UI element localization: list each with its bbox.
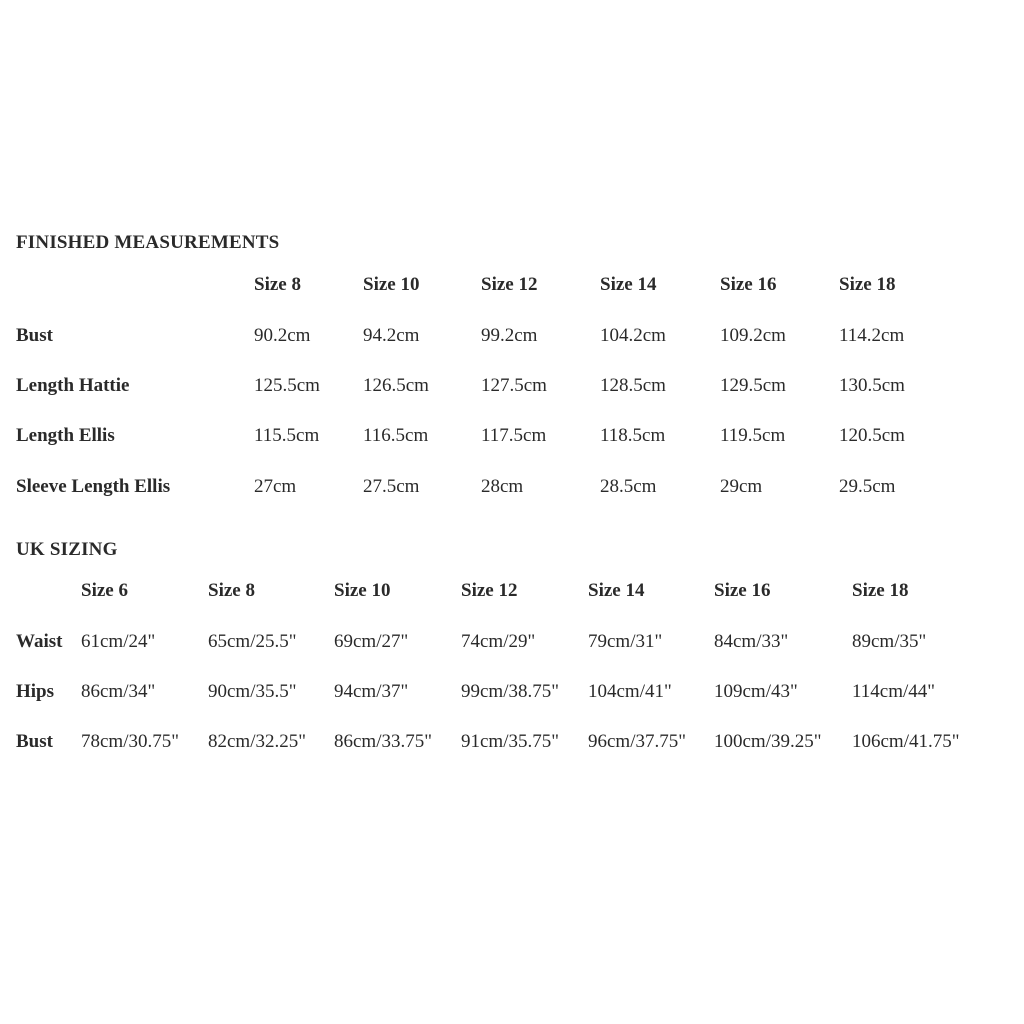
table-cell: 119.5cm	[720, 425, 786, 446]
row-label: Bust	[16, 731, 53, 752]
table-cell: 109cm/43"	[714, 681, 798, 702]
column-header: Size 18	[839, 274, 896, 295]
column-header: Size 18	[852, 580, 909, 601]
column-header: Size 16	[714, 580, 771, 601]
row-label: Hips	[16, 681, 55, 702]
finished-measurements-title: FINISHED MEASUREMENTS	[16, 232, 280, 253]
table-cell: 127.5cm	[481, 375, 547, 396]
table-cell: 117.5cm	[481, 425, 547, 446]
table-cell: 114cm/44"	[852, 681, 936, 702]
table-cell: 94.2cm	[363, 325, 420, 346]
table-cell: 96cm/37.75"	[588, 731, 686, 752]
table-cell: 106cm/41.75"	[852, 731, 960, 752]
table-cell: 99.2cm	[481, 325, 538, 346]
column-header: Size 16	[720, 274, 777, 295]
table-cell: 126.5cm	[363, 375, 429, 396]
table-cell: 29.5cm	[839, 476, 896, 497]
table-cell: 114.2cm	[839, 325, 905, 346]
table-cell: 28cm	[481, 476, 524, 497]
uk-sizing-title: UK SIZING	[16, 539, 118, 560]
table-cell: 27cm	[254, 476, 297, 497]
column-header: Size 14	[600, 274, 657, 295]
table-cell: 86cm/33.75"	[334, 731, 432, 752]
table-cell: 79cm/31"	[588, 631, 663, 652]
table-cell: 116.5cm	[363, 425, 429, 446]
table-cell: 74cm/29"	[461, 631, 536, 652]
table-cell: 118.5cm	[600, 425, 666, 446]
table-cell: 109.2cm	[720, 325, 786, 346]
row-label: Bust	[16, 325, 53, 346]
table-cell: 129.5cm	[720, 375, 786, 396]
table-cell: 61cm/24"	[81, 631, 156, 652]
table-cell: 125.5cm	[254, 375, 320, 396]
table-cell: 130.5cm	[839, 375, 905, 396]
row-label: Sleeve Length Ellis	[16, 476, 171, 497]
table-cell: 100cm/39.25"	[714, 731, 822, 752]
table-cell: 120.5cm	[839, 425, 905, 446]
column-header: Size 12	[461, 580, 518, 601]
table-cell: 69cm/27"	[334, 631, 409, 652]
table-cell: 78cm/30.75"	[81, 731, 179, 752]
table-cell: 104cm/41"	[588, 681, 672, 702]
table-cell: 84cm/33"	[714, 631, 789, 652]
table-cell: 94cm/37"	[334, 681, 409, 702]
table-cell: 99cm/38.75"	[461, 681, 559, 702]
table-cell: 115.5cm	[254, 425, 320, 446]
table-cell: 89cm/35"	[852, 631, 927, 652]
table-cell: 90cm/35.5"	[208, 681, 297, 702]
table-cell: 90.2cm	[254, 325, 311, 346]
column-header: Size 8	[254, 274, 301, 295]
column-header: Size 10	[334, 580, 391, 601]
table-cell: 104.2cm	[600, 325, 666, 346]
table-cell: 27.5cm	[363, 476, 420, 497]
row-label: Length Hattie	[16, 375, 130, 396]
column-header: Size 14	[588, 580, 645, 601]
row-label: Waist	[16, 631, 63, 652]
column-header: Size 12	[481, 274, 538, 295]
column-header: Size 8	[208, 580, 255, 601]
table-cell: 86cm/34"	[81, 681, 156, 702]
column-header: Size 6	[81, 580, 128, 601]
column-header: Size 10	[363, 274, 420, 295]
table-cell: 28.5cm	[600, 476, 657, 497]
table-cell: 128.5cm	[600, 375, 666, 396]
table-cell: 82cm/32.25"	[208, 731, 306, 752]
table-cell: 29cm	[720, 476, 763, 497]
table-cell: 65cm/25.5"	[208, 631, 297, 652]
table-cell: 91cm/35.75"	[461, 731, 559, 752]
row-label: Length Ellis	[16, 425, 115, 446]
